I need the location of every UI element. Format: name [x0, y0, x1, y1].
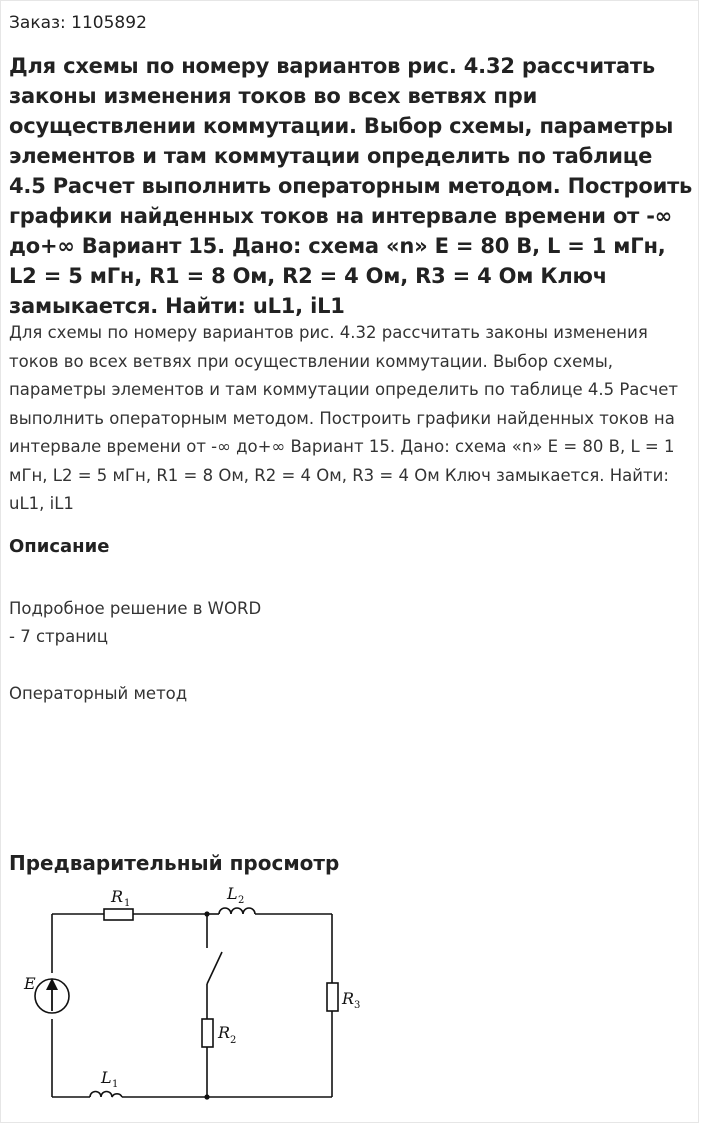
description-heading: Описание [9, 536, 110, 557]
task-summary: Для схемы по номеру вариантов рис. 4.32 рассчитать законы изменения токов во всех ветвях при осуществлении коммутации. Выбор схемы, параметры элементов и там коммутации определить по таблице 4.5 Расчет выполнить операторным методом. Построить графики найденных токов на интервале времени от -∞ до+∞ Вариант 15. Дано: схема «n» E = 80 В, L = 1 мГн, L2 = 5 мГн, R1 = 8 Ом, R2 = 4 Ом, R3 = 4 Ом Ключ замыкается. Найти: uL1, iL1 [9, 323, 678, 513]
label-e: E [24, 974, 36, 993]
label-l2: L [227, 884, 238, 903]
switch-icon [207, 952, 222, 984]
label-r2: R [218, 1023, 231, 1042]
page-title: Для схемы по номеру вариантов рис. 4.32 рассчитать законы изменения токов во всех ветвях при осуществлении коммутации. Выбор схемы, параметры элементов и там коммутации определить по таблице 4.5 Расчет выполнить операторным методом. Построить графики найденных токов на интервале времени от -∞ до+∞ Вариант 15. Дано: схема «n» E = 80 В, L = 1 мГн, L2 = 5 мГн, R1 = 8 Ом, R2 = 4 Ом, R3 = 4 Ом Ключ замыкается. Найти: uL1, iL1 [9, 54, 693, 318]
preview-heading: Предварительный просмотр [9, 851, 340, 875]
inductor-l1-icon [90, 1092, 122, 1098]
description-line-pages: - 7 страниц [9, 627, 108, 646]
label-r3: R [342, 989, 355, 1008]
label-l1: L [101, 1068, 112, 1087]
resistor-r3-icon [327, 983, 338, 1011]
voltage-source-icon [35, 978, 69, 1013]
description-line-word: Подробное решение в WORD [9, 599, 262, 618]
label-r1-sub: 1 [124, 898, 131, 909]
order-number: Заказ: 1105892 [9, 13, 147, 33]
label-l1-sub: 1 [112, 1079, 119, 1090]
label-r1: R [111, 887, 124, 906]
inductor-l2-icon [219, 908, 255, 914]
junction-bottom-dot [204, 1094, 209, 1099]
junction-top-dot [204, 911, 209, 916]
resistor-r1-icon [104, 909, 133, 920]
circuit-diagram [0, 880, 380, 1120]
description-line-method: Операторный метод [9, 684, 188, 703]
label-r2-sub: 2 [230, 1035, 237, 1046]
label-r3-sub: 3 [354, 1000, 361, 1011]
resistor-r2-icon [202, 1019, 213, 1047]
label-l2-sub: 2 [238, 895, 245, 906]
